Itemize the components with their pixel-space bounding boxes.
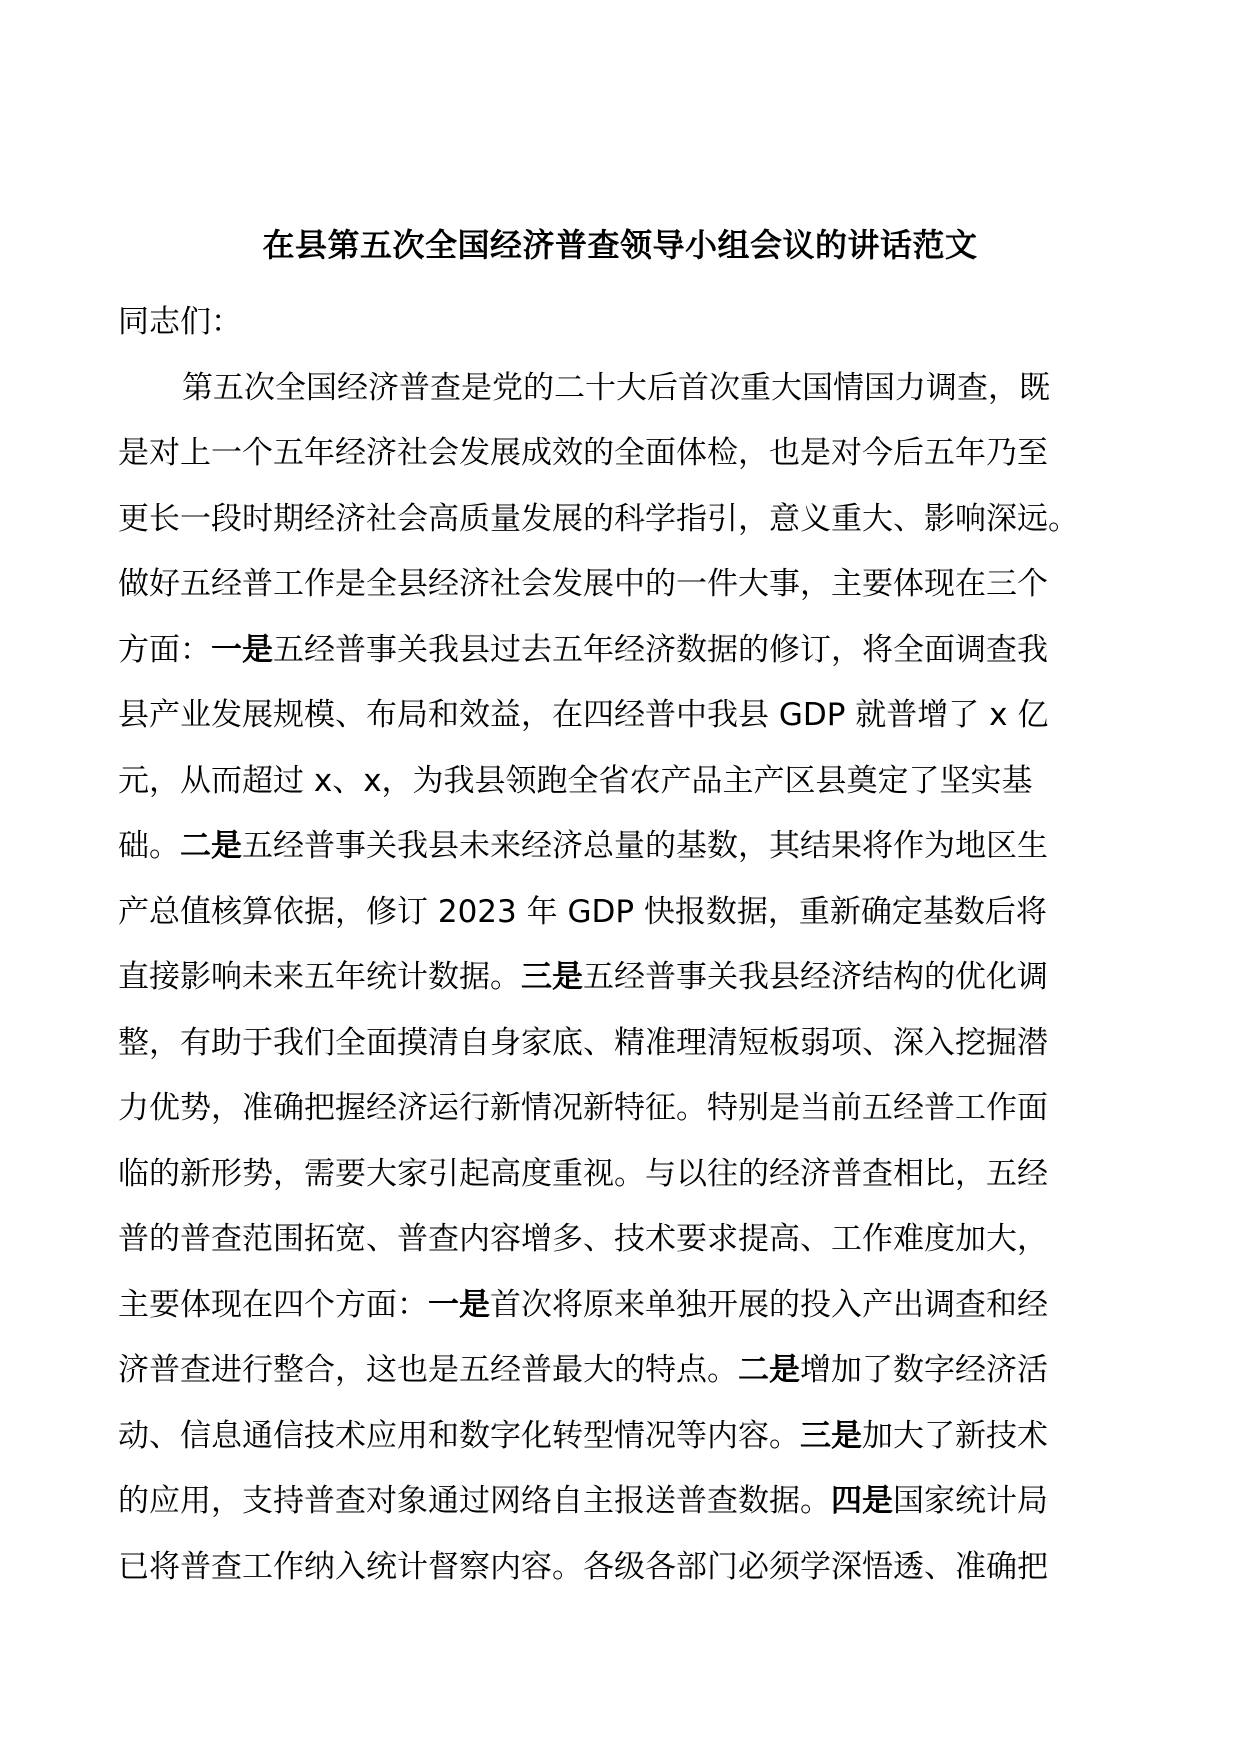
text-segment: 首次将原来单独开展的投入产出调查和经: [490, 1286, 1048, 1323]
emphasis-text: 一是: [211, 631, 273, 668]
text-line: [118, 487, 1158, 553]
text-line: [118, 421, 1158, 487]
text-line: [118, 945, 1158, 1011]
text-segment: 础。: [118, 828, 180, 864]
text-line: [118, 683, 1158, 749]
text-segment: 直接影响未来五年统计数据。: [118, 959, 521, 995]
text-segment: 第五次全国经济普查是党的二十大后首次重大国情国力调查，既: [182, 369, 1050, 406]
text-line: [118, 618, 1158, 684]
text-line: [118, 814, 1158, 880]
text-line: [118, 1404, 1158, 1470]
emphasis-text: 二是: [738, 1352, 800, 1388]
text-segment: 更长一段时期经济社会高质量发展的科学指引，意义重大、影响深远。: [118, 500, 1079, 537]
text-segment: 整，有助于我们全面摸清自身家底、精准理清短板弱项、深入挖掘潜: [118, 1024, 1048, 1061]
text-segment: 已将普查工作纳入统计督察内容。各级各部门必须学深悟透、准确把: [118, 1548, 1048, 1585]
text-segment: 县产业发展规模、布局和效益，在四经普中我县 GDP 就普增了 x 亿: [118, 697, 1049, 733]
text-segment: 五经普事关我县过去五年经济数据的修订，将全面调查我: [273, 631, 1048, 668]
salutation: 同志们：: [118, 304, 242, 340]
text-line: [118, 749, 1158, 815]
text-segment: 力优势，准确把握经济运行新情况新特征。特别是当前五经普工作面: [118, 1090, 1048, 1126]
text-segment: 临的新形势，需要大家引起高度重视。与以往的经济普查相比，五经: [118, 1155, 1048, 1192]
document-body: [118, 290, 1158, 1600]
emphasis-text: 四是: [831, 1483, 893, 1519]
text-segment: 元，从而超过 x、x，为我县领跑全省农产品主产区县奠定了坚实基: [118, 762, 1033, 799]
text-line: [118, 1338, 1158, 1404]
emphasis-text: 二是: [180, 828, 242, 864]
text-segment: 主要体现在四个方面：: [118, 1286, 428, 1323]
text-segment: 五经普事关我县经济结构的优化调: [583, 959, 1048, 995]
emphasis-text: 三是: [800, 1417, 862, 1454]
text-segment: 加大了新技术: [862, 1417, 1048, 1454]
text-line: [118, 1469, 1158, 1535]
text-segment: 济普查进行整合，这也是五经普最大的特点。: [118, 1352, 738, 1388]
text-segment: 做好五经普工作是全县经济社会发展中的一件大事，主要体现在三个: [118, 566, 1048, 602]
text-line: [118, 1076, 1158, 1142]
body-paragraph: [118, 356, 1158, 1601]
text-line: [118, 1011, 1158, 1077]
text-segment: 是对上一个五年经济社会发展成效的全面体检，也是对今后五年乃至: [118, 435, 1048, 471]
text-line: [118, 1535, 1158, 1601]
text-segment: 动、信息通信技术应用和数字化转型情况等内容。: [118, 1417, 800, 1454]
text-segment: 方面：: [118, 631, 211, 668]
text-line: [118, 880, 1158, 946]
text-line: [118, 1273, 1158, 1339]
document-title: 在县第五次全国经济普查领导小组会议的讲话范文: [262, 226, 978, 264]
text-segment: 国家统计局: [893, 1483, 1048, 1519]
text-segment: 增加了数字经济活: [800, 1352, 1048, 1388]
text-segment: 的应用，支持普查对象通过网络自主报送普查数据。: [118, 1483, 831, 1519]
text-line: [118, 1207, 1158, 1273]
text-segment: 产总值核算依据，修订 2023 年 GDP 快报数据，重新确定基数后将: [118, 893, 1047, 930]
text-line: [118, 1142, 1158, 1208]
emphasis-text: 一是: [428, 1286, 490, 1323]
text-segment: 普的普查范围拓宽、普查内容增多、技术要求提高、工作难度加大，: [118, 1221, 1048, 1257]
text-segment: 五经普事关我县未来经济总量的基数，其结果将作为地区生: [242, 828, 1048, 864]
text-line: [118, 552, 1158, 618]
text-line: [118, 356, 1158, 422]
emphasis-text: 三是: [521, 959, 583, 995]
